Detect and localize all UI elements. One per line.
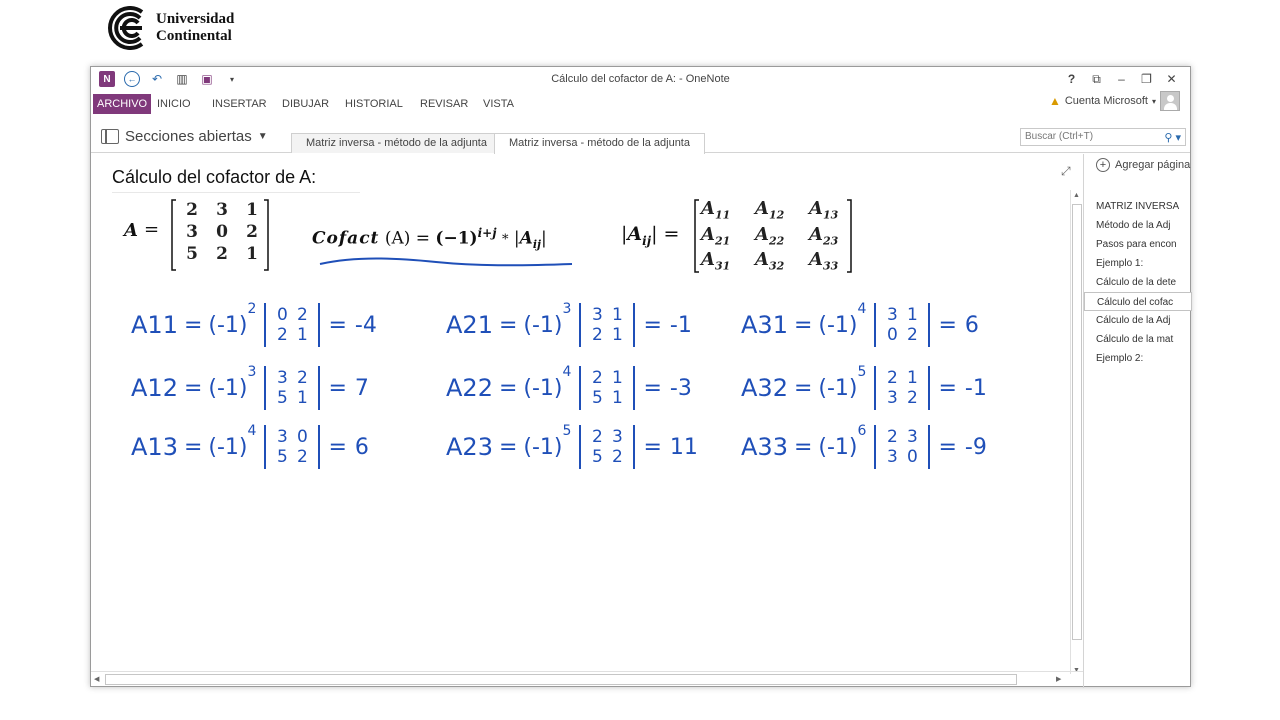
window-title: Cálculo del cofactor de A: - OneNote <box>551 73 730 85</box>
matrix-a-cell: 1 <box>246 244 258 264</box>
tab-vista[interactable]: VISTA <box>483 98 514 110</box>
add-page-button[interactable] <box>1096 158 1190 172</box>
customize-qat-icon[interactable]: ▾ <box>229 74 234 84</box>
minor-entry: 2 <box>907 325 918 345</box>
minor-entry: 2 <box>592 368 603 388</box>
minor-entry: 1 <box>907 305 918 325</box>
equals-sign: = <box>643 434 662 460</box>
matrix-a-cell: 2 <box>216 244 228 264</box>
page-list-item[interactable]: Cálculo de la Adj <box>1096 315 1171 326</box>
minor-letter: A <box>701 249 715 271</box>
equals-sign: = <box>938 434 957 460</box>
minor-entry: 0 <box>277 305 288 325</box>
cofactor-label: A21 <box>446 311 493 339</box>
minor-sub: 23 <box>822 234 839 248</box>
minor-sub: 22 <box>768 234 785 248</box>
formula-term: A <box>519 228 533 249</box>
vertical-scroll-thumb[interactable] <box>1072 204 1082 640</box>
minor-sub: 33 <box>822 259 839 273</box>
minor-letter: A <box>701 223 715 245</box>
scroll-left-icon[interactable]: ◀ <box>94 676 100 683</box>
formula-op: * <box>501 232 509 248</box>
matrix-a-cell: 1 <box>246 200 258 220</box>
minor-sub: 13 <box>822 208 839 222</box>
cofactor-expression <box>446 360 692 416</box>
cofactor-label: A13 <box>131 433 178 461</box>
minor-letter: A <box>755 223 769 245</box>
sign-factor: (-1) <box>523 434 563 460</box>
formula-bar-left: | <box>513 228 520 249</box>
sign-power: 3 <box>562 301 572 317</box>
minor-entry: 1 <box>907 368 918 388</box>
ribbon-tabs <box>91 91 1190 115</box>
minor-entry: 0 <box>887 325 898 345</box>
matrix-a-cell: 5 <box>186 244 198 264</box>
minor-determinant <box>264 425 320 469</box>
horizontal-scrollbar[interactable] <box>91 671 1083 687</box>
page-list-item[interactable]: Ejemplo 1: <box>1096 258 1144 269</box>
page-title[interactable]: Cálculo del cofactor de A: <box>112 167 360 193</box>
formula-arg: (A) <box>384 228 411 249</box>
minor-entry: 2 <box>297 447 308 467</box>
cofactor-expression <box>741 360 987 416</box>
search-input[interactable] <box>1020 128 1186 146</box>
matrix-a-cell: 2 <box>186 200 198 220</box>
cofactor-expression <box>131 297 377 353</box>
close-icon[interactable]: ✕ <box>1166 72 1177 86</box>
sign-factor: (-1) <box>208 375 248 401</box>
minor-letter: A <box>809 198 823 219</box>
sign-power: 2 <box>247 301 257 317</box>
minor-entry: 5 <box>277 388 288 408</box>
search-icon[interactable]: ⚲ ▾ <box>1164 132 1181 144</box>
dock-icon[interactable]: ▥ <box>176 72 188 86</box>
tab-archivo[interactable]: ARCHIVO <box>93 94 151 114</box>
cofactor-label: A12 <box>131 374 178 402</box>
equals-sign: = <box>498 434 518 460</box>
sign-power: 5 <box>562 423 572 439</box>
minor-sub: 32 <box>768 259 785 273</box>
restore-icon[interactable]: ❐ <box>1141 72 1152 86</box>
chevron-down-icon: ▼ <box>257 131 268 142</box>
cofactor-label: A22 <box>446 374 493 402</box>
open-sections-button[interactable] <box>101 128 268 145</box>
matrix-a-equals: = <box>144 219 160 240</box>
warning-icon: ▲ <box>1048 94 1061 108</box>
formula-exp: i+j <box>477 226 497 240</box>
sign-power: 5 <box>857 364 867 380</box>
sign-factor: (-1) <box>208 312 248 338</box>
sign-power: 4 <box>247 423 257 439</box>
formula-lhs: Cofact <box>312 228 380 249</box>
matrix-a-cell: 2 <box>246 222 258 242</box>
minor-entry: 5 <box>592 388 603 408</box>
minor-letter: A <box>809 223 823 245</box>
sign-factor: (-1) <box>208 434 248 460</box>
minor-entry: 3 <box>592 305 603 325</box>
tab-historial[interactable]: HISTORIAL <box>345 98 403 110</box>
minor-letter: A <box>809 249 823 271</box>
scroll-up-icon[interactable]: ▲ <box>1073 192 1080 199</box>
help-icon[interactable]: ? <box>1067 72 1076 86</box>
tab-dibujar[interactable]: DIBUJAR <box>282 98 330 110</box>
minor-entry: 2 <box>887 368 898 388</box>
equals-sign: = <box>793 312 813 338</box>
undo-icon[interactable]: ↶ <box>151 72 163 86</box>
minor-entry: 1 <box>297 325 308 345</box>
matrix-a-cell: 0 <box>216 222 228 242</box>
minor-determinant <box>579 425 635 469</box>
formula-base: (−1) <box>435 228 478 249</box>
minor-entry: 1 <box>612 325 623 345</box>
minor-entry: 5 <box>592 447 603 467</box>
sign-power: 4 <box>562 364 572 380</box>
page-list-item[interactable]: Método de la Adj <box>1096 220 1171 231</box>
equals-sign: = <box>183 434 203 460</box>
minimize-icon[interactable]: – <box>1118 72 1125 86</box>
cofactor-expression <box>741 297 979 353</box>
minor-entry: 3 <box>887 305 898 325</box>
search-placeholder: Buscar (Ctrl+T) <box>1025 131 1094 142</box>
avatar[interactable] <box>1160 91 1180 111</box>
equals-sign: = <box>498 375 518 401</box>
notebook-icon <box>101 129 119 144</box>
equals-sign: = <box>183 375 203 401</box>
page-list-item[interactable]: Ejemplo 2: <box>1096 353 1144 364</box>
minor-entry: 2 <box>297 305 308 325</box>
minor-entry: 2 <box>277 325 288 345</box>
minor-entry: 1 <box>612 305 623 325</box>
cofactor-result: -1 <box>669 312 692 338</box>
sign-factor: (-1) <box>523 375 563 401</box>
add-icon: + <box>1096 158 1110 172</box>
scroll-down-icon[interactable]: ▼ <box>1073 667 1080 674</box>
section-tab-1[interactable]: Matriz inversa - método de la adjunta <box>291 133 502 153</box>
minor-letter: A <box>755 249 769 271</box>
cofactor-label: A31 <box>741 311 788 339</box>
logo-line-1: Universidad <box>156 11 235 27</box>
cofactor-expression <box>131 360 369 416</box>
equals-sign: = <box>328 375 347 401</box>
sign-factor: (-1) <box>818 312 858 338</box>
logo-line-2: Continental <box>156 28 232 44</box>
equals-sign: = <box>183 312 203 338</box>
minor-determinant <box>579 303 635 347</box>
account-label[interactable]: Cuenta Microsoft <box>1064 95 1148 107</box>
cofactor-expression <box>741 419 987 475</box>
cofactor-expression <box>446 419 698 475</box>
minor-entry: 1 <box>612 368 623 388</box>
sign-factor: (-1) <box>818 375 858 401</box>
sign-power: 6 <box>857 423 867 439</box>
minor-entry: 2 <box>907 388 918 408</box>
page-list-item[interactable]: Cálculo del cofac <box>1084 292 1192 311</box>
onenote-window <box>90 66 1191 687</box>
expand-icon[interactable]: ⤢ <box>1061 164 1071 178</box>
minor-sub: 31 <box>714 259 731 273</box>
minor-determinant <box>264 366 320 410</box>
onenote-app-icon: N <box>99 71 115 87</box>
cofactor-result: 11 <box>669 434 698 460</box>
minor-lhs-sub: ij <box>642 233 652 248</box>
tab-inicio[interactable]: INICIO <box>157 98 191 110</box>
minor-entry: 1 <box>612 388 623 408</box>
vertical-scrollbar[interactable] <box>1070 190 1083 674</box>
minor-entry: 3 <box>887 447 898 467</box>
sign-factor: (-1) <box>523 312 563 338</box>
equals-sign: = <box>328 434 347 460</box>
cofactor-result: 6 <box>964 312 979 338</box>
minor-lhs-equals: = <box>663 223 680 245</box>
cofactor-label: A32 <box>741 374 788 402</box>
minor-determinant <box>874 303 930 347</box>
equals-sign: = <box>938 312 957 338</box>
logo-text <box>156 11 234 45</box>
page-canvas[interactable] <box>91 154 1083 674</box>
minor-determinant <box>264 303 320 347</box>
minor-entry: 2 <box>612 447 623 467</box>
notebook-nav-bar <box>91 123 1190 153</box>
tab-insertar[interactable]: INSERTAR <box>212 98 267 110</box>
minor-lhs-bar: | <box>621 223 628 245</box>
cofactor-result: -4 <box>354 312 377 338</box>
minor-determinant <box>874 366 930 410</box>
sign-power: 3 <box>247 364 257 380</box>
minor-sub: 12 <box>768 208 785 222</box>
minor-lhs-letter: A <box>627 223 643 245</box>
sign-power: 4 <box>857 301 867 317</box>
tab-revisar[interactable]: REVISAR <box>420 98 469 110</box>
minor-lhs-bar-right: | <box>651 223 658 245</box>
minor-entry: 2 <box>887 427 898 447</box>
cofactor-result: 7 <box>354 375 369 401</box>
send-icon[interactable]: ▣ <box>201 72 213 86</box>
scroll-right-icon[interactable]: ▶ <box>1056 676 1062 683</box>
ribbon-display-icon[interactable]: ⧉ <box>1092 71 1101 86</box>
handwritten-work <box>91 154 1070 554</box>
minor-entry: 0 <box>297 427 308 447</box>
page-list <box>1084 197 1192 368</box>
minor-entry: 1 <box>297 388 308 408</box>
matrix-a-name: A <box>124 220 138 241</box>
equals-sign: = <box>793 434 813 460</box>
page-list-item[interactable]: MATRIZ INVERSA <box>1096 201 1180 212</box>
minor-letter: A <box>755 198 769 219</box>
minor-entry: 5 <box>277 447 288 467</box>
cofactor-result: -9 <box>964 434 987 460</box>
window-controls <box>1059 70 1184 88</box>
cofactor-result: 6 <box>354 434 369 460</box>
add-page-label: Agregar página <box>1115 159 1191 171</box>
title-bar <box>91 67 1190 91</box>
section-tab-2[interactable]: Matriz inversa - método de la adjunta <box>494 133 705 154</box>
equals-sign: = <box>793 375 813 401</box>
equals-sign: = <box>498 312 518 338</box>
cofactor-result: -1 <box>964 375 987 401</box>
minor-sub: 11 <box>714 208 731 222</box>
page-list-item[interactable]: Cálculo de la mat <box>1096 334 1174 345</box>
logo-mark-icon <box>90 6 148 50</box>
cofactor-label: A11 <box>131 311 178 339</box>
cofactor-label: A33 <box>741 433 788 461</box>
minor-entry: 0 <box>907 447 918 467</box>
formula-eq: = <box>415 228 431 249</box>
minor-entry: 3 <box>907 427 918 447</box>
cofactor-result: -3 <box>669 375 692 401</box>
minor-entry: 3 <box>612 427 623 447</box>
page-list-item[interactable]: Pasos para encon <box>1096 239 1177 250</box>
matrix-a-cell: 3 <box>186 222 198 242</box>
equals-sign: = <box>643 312 662 338</box>
formula-sub: ij <box>532 238 541 252</box>
minor-sub: 21 <box>714 234 731 248</box>
minor-letter: A <box>701 198 715 219</box>
horizontal-scroll-thumb[interactable] <box>105 674 1017 685</box>
equals-sign: = <box>328 312 347 338</box>
page-list-item[interactable]: Cálculo de la dete <box>1096 277 1177 288</box>
matrix-a-cell: 3 <box>216 200 228 220</box>
minor-entry: 2 <box>592 427 603 447</box>
minor-entry: 2 <box>592 325 603 345</box>
account-area[interactable] <box>1049 91 1180 111</box>
pages-panel <box>1083 154 1192 688</box>
equals-sign: = <box>643 375 662 401</box>
minor-entry: 3 <box>277 368 288 388</box>
minor-determinant <box>579 366 635 410</box>
back-icon[interactable]: ← <box>124 71 140 87</box>
sign-factor: (-1) <box>818 434 858 460</box>
cofactor-expression <box>131 419 369 475</box>
minor-determinant <box>874 425 930 469</box>
equals-sign: = <box>938 375 957 401</box>
formula-bar-right: | <box>540 228 547 249</box>
account-dropdown-icon[interactable]: ▾ <box>1151 96 1156 106</box>
minor-entry: 2 <box>297 368 308 388</box>
university-logo <box>90 6 234 50</box>
open-sections-label: Secciones abiertas <box>125 128 252 145</box>
minor-entry: 3 <box>887 388 898 408</box>
minor-entry: 3 <box>277 427 288 447</box>
cofactor-label: A23 <box>446 433 493 461</box>
cofactor-expression <box>446 297 692 353</box>
